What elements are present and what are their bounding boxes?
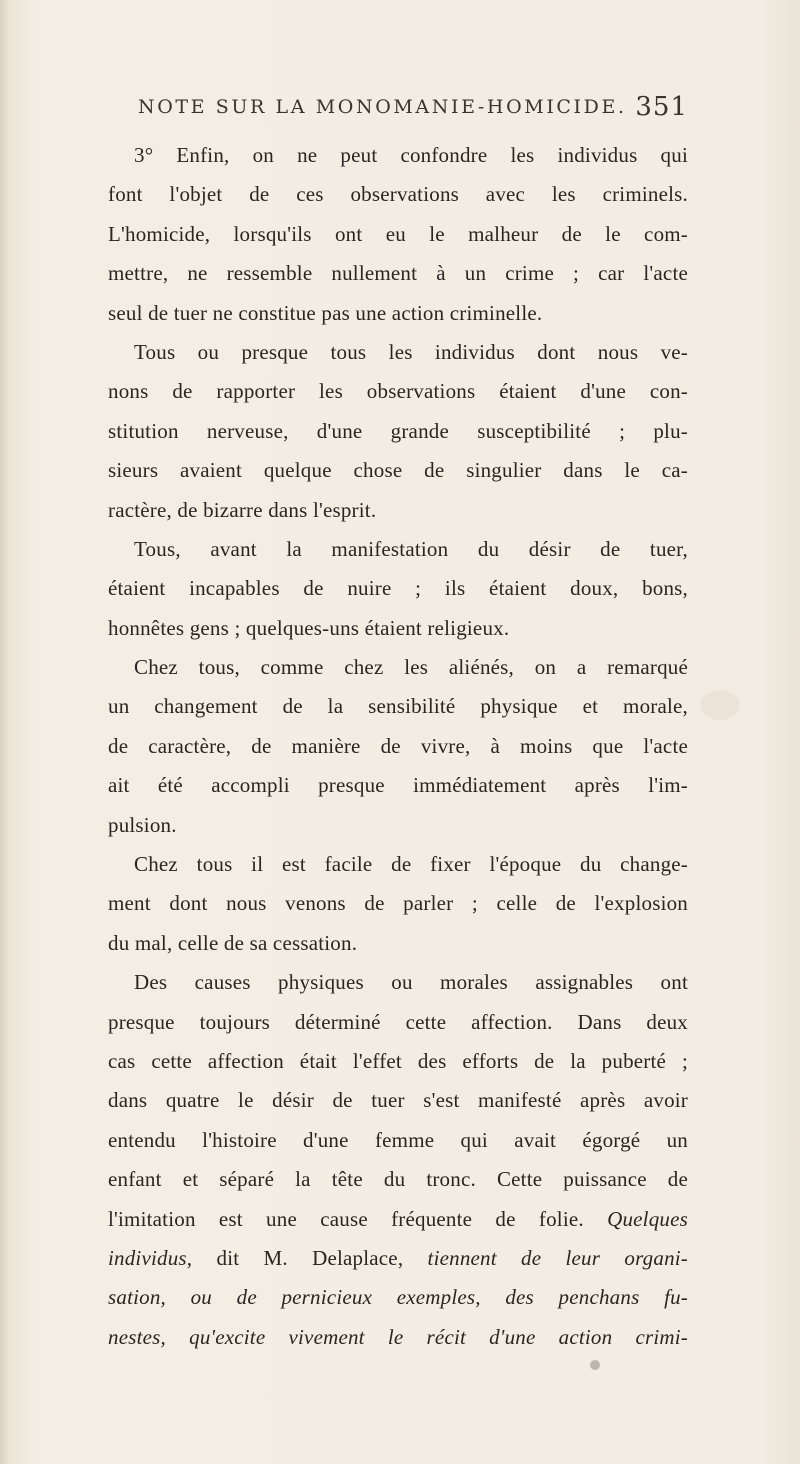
text-line: Chez tous il est facile de fixer l'époque du change- (134, 852, 688, 877)
text-line: enfant et séparé la tête du tronc. Cette puissance de (108, 1167, 688, 1192)
italic-segment: Quelques (607, 1206, 688, 1231)
text-line: ait été accompli presque immédiatement après l'im- (108, 773, 688, 798)
text-line: honnêtes gens ; quelques-uns étaient religieux. (108, 615, 510, 640)
text-line: cas cette affection était l'effet des efforts de la puberté ; (108, 1048, 688, 1073)
text-segment: , dit M. Delaplace, (186, 1245, 428, 1270)
text-line: sieurs avaient quelque chose de singulier dans le ca- (108, 458, 688, 483)
text-line: du mal, celle de sa cessation. (108, 930, 358, 955)
text-line: Tous, avant la manifestation du désir de tuer, (134, 536, 688, 561)
text-line: dans quatre le désir de tuer s'est manifesté après avoir (108, 1088, 688, 1113)
text-line: stitution nerveuse, d'une grande susceptibilité ; plu- (108, 418, 688, 443)
paper-stain (700, 690, 740, 720)
text-line: sation, ou de pernicieux exemples, des penchans fu- (108, 1285, 688, 1310)
text-line: ment dont nous venons de parler ; celle de l'explosion (108, 891, 688, 916)
italic-segment: individus (108, 1245, 187, 1270)
text-line: Des causes physiques ou morales assignables ont (134, 970, 688, 995)
text-line: Tous ou presque tous les individus dont nous ve- (134, 339, 688, 364)
text-line: L'homicide, lorsqu'ils ont eu le malheur de le com- (108, 221, 688, 246)
text-line: Chez tous, comme chez les aliénés, on a remarqué (134, 655, 688, 680)
text-line: un changement de la sensibilité physique et morale, (108, 694, 688, 719)
text-line: 3° Enfin, on ne peut confondre les individus qui (134, 143, 688, 167)
body-text (108, 136, 688, 1357)
text-line: presque toujours déterminé cette affection. Dans deux (108, 1009, 688, 1034)
text-line: nestes, qu'excite vivement le récit d'une action crimi- (108, 1324, 688, 1349)
text-line: nons de rapporter les observations étaient d'une con- (108, 379, 688, 404)
text-line: font l'objet de ces observations avec les criminels. (108, 182, 688, 207)
running-head: NOTE SUR LA MONOMANIE-HOMICIDE. (138, 96, 627, 118)
paper-stain (590, 1360, 600, 1370)
text-segment: l'imitation est une cause fréquente de folie. (108, 1206, 584, 1231)
text-line (108, 1200, 688, 1239)
italic-segment: tiennent de leur organi- (427, 1245, 688, 1270)
text-line: seul de tuer ne constitue pas une action criminelle. (108, 300, 543, 325)
text-line: mettre, ne ressemble nullement à un crime ; car l'acte (108, 261, 688, 286)
text-line: de caractère, de manière de vivre, à moins que l'acte (108, 733, 688, 758)
page-header (120, 92, 688, 132)
text-line: étaient incapables de nuire ; ils étaient doux, bons, (108, 576, 688, 601)
page-number: 351 (635, 92, 688, 122)
text-line: ractère, de bizarre dans l'esprit. (108, 497, 377, 522)
text-line: entendu l'histoire d'une femme qui avait égorgé un (108, 1127, 688, 1152)
text-line: pulsion. (108, 812, 177, 837)
text-line (108, 1239, 688, 1278)
